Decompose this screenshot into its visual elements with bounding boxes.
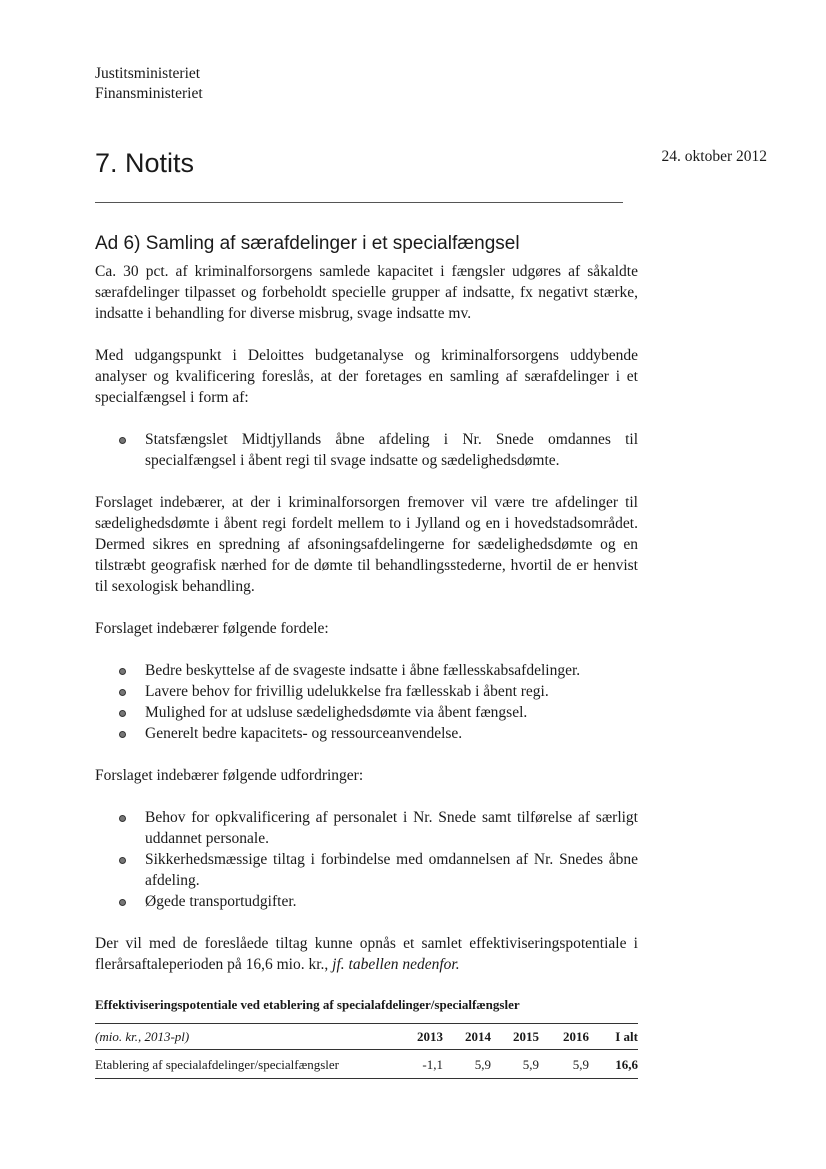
- list-item: Generelt bedre kapacitets- og ressourceanvendelse.: [145, 723, 638, 744]
- document-title: 7. Notits: [95, 148, 195, 178]
- table-row: [95, 1050, 638, 1079]
- title-divider: [95, 202, 623, 203]
- sender-block: [95, 64, 203, 104]
- section-heading: Ad 6) Samling af særafdelinger i et specialfængsel: [95, 233, 520, 254]
- paragraph-challenges-intro: Forslaget indebærer følgende udfordringer:: [95, 767, 364, 784]
- table-cell-total: 16,6: [589, 1050, 638, 1079]
- column-header: 2014: [443, 1024, 491, 1050]
- list-item: Øgede transportudgifter.: [145, 891, 638, 912]
- table-cell: 5,9: [443, 1050, 491, 1079]
- list-item: Sikkerhedsmæssige tiltag i forbindelse med omdannelsen af Nr. Snedes åbne afdeling.: [145, 851, 638, 889]
- table-cell: 5,9: [539, 1050, 589, 1079]
- column-header: 2015: [491, 1024, 539, 1050]
- table-heading: Effektiviseringspotentiale ved etablering af specialafdelinger/specialfængsler: [95, 997, 520, 1012]
- table-cell: 5,9: [491, 1050, 539, 1079]
- list-item: Mulighed for at udsluse sædelighedsdømte via åbent fængsel.: [145, 702, 638, 723]
- column-header: I alt: [589, 1024, 638, 1050]
- table-cell: -1,1: [395, 1050, 443, 1079]
- list-item: Behov for opkvalificering af personalet i Nr. Snede samt tilførelse af særligt uddannet personale.: [145, 809, 638, 847]
- list-item: Bedre beskyttelse af de svageste indsatte i åbne fællesskabsafdelinger.: [145, 660, 638, 681]
- list-item: Statsfængslet Midtjyllands åbne afdeling i Nr. Snede omdannes til specialfængsel i åbent regi til svage indsatte og sædelighedsdømte.: [145, 431, 638, 469]
- row-label: Etablering af specialafdelinger/specialfængsler: [95, 1050, 395, 1079]
- paragraph-proposal: Med udgangspunkt i Deloittes budgetanalyse og kriminalforsorgens uddybende analyser og kvalificering foreslås, at der foretages en samling af særafdelinger i et specialfængsel i form af:: [95, 347, 638, 406]
- table-reference: jf. tabellen nedenfor.: [332, 956, 460, 973]
- document-body: [95, 232, 638, 1079]
- table-header-row: [95, 1024, 638, 1050]
- paragraph-intro: Ca. 30 pct. af kriminalforsorgens samlede kapacitet i fængsler udgøres af såkaldte særafdelinger tilpasset og forbeholdt specielle grupper af indsatte, fx negativt stærke, indsatte i behandling for diverse misbrug, svage indsatte mv.: [95, 263, 638, 322]
- proposal-list: [95, 429, 638, 471]
- paragraph-implications: Forslaget indebærer, at der i kriminalforsorgen fremover vil være tre afdelinger til sædelighedsdømte i åbent regi fordelt mellem to i Jylland og en i hovedstadsområdet. Dermed sikres en spredning af afsoningsafdelingerne for sædelighedsdømte og en tilstræbt geografisk nærhed for de dømte til behandlingsstederne, hvortil de er henvist til sexologisk behandling.: [95, 494, 638, 595]
- unit-label: (mio. kr., 2013-pl): [95, 1024, 395, 1050]
- sender-line-1: Justitsministeriet: [95, 65, 201, 82]
- paragraph-potential: [95, 933, 638, 975]
- paragraph-advantages-intro: Forslaget indebærer følgende fordele:: [95, 620, 329, 637]
- potential-text: Der vil med de foreslåede tiltag kunne opnås et samlet effektiviseringspotentiale i flerårsaftaleperioden på 16,6 mio. kr.,: [95, 935, 638, 973]
- column-header: 2013: [395, 1024, 443, 1050]
- advantages-list: [95, 660, 638, 744]
- document-date: 24. oktober 2012: [661, 148, 767, 165]
- list-item: Lavere behov for frivillig udelukkelse fra fællesskab i åbent regi.: [145, 681, 638, 702]
- column-header: 2016: [539, 1024, 589, 1050]
- efficiency-table: [95, 1023, 638, 1079]
- challenges-list: [95, 807, 638, 912]
- sender-line-2: Finansministeriet: [95, 85, 203, 102]
